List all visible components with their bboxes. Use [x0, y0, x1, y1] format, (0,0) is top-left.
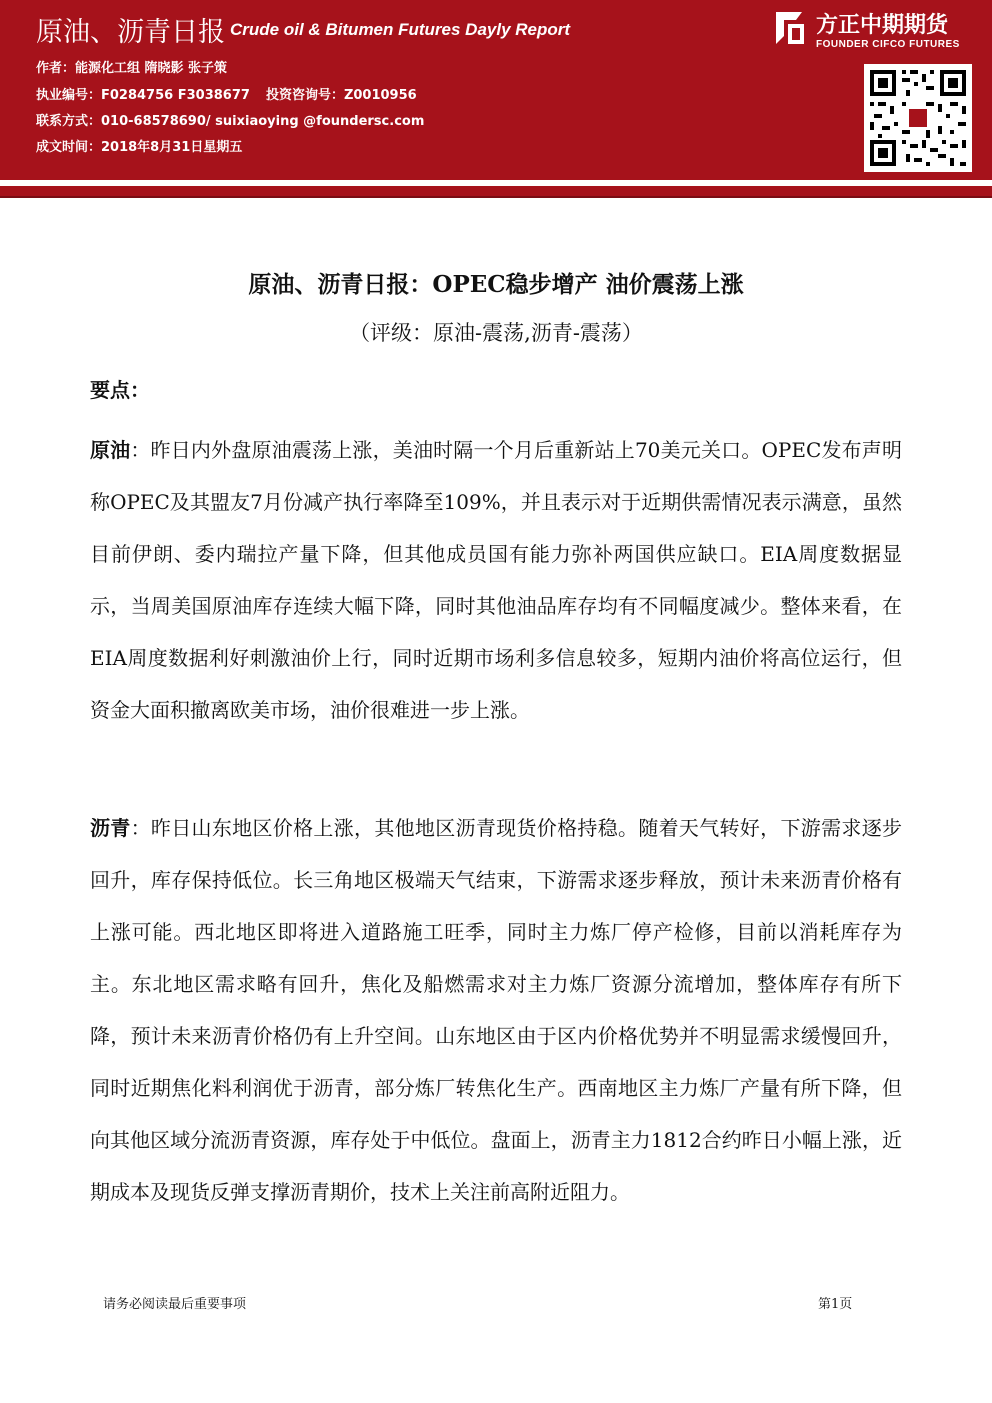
logo-text-en: FOUNDER CIFCO FUTURES	[816, 39, 960, 50]
date-line: 成文时间：2018年8月31日星期五	[36, 140, 243, 155]
contact-line: 联系方式：010-68578690/ suixiaoying @foundersc.com	[36, 114, 425, 129]
bitumen-paragraph	[90, 802, 902, 1218]
report-title-cn: 原油、沥青日报	[36, 17, 225, 48]
header-banner	[0, 0, 992, 180]
consult-number: 投资咨询号：Z0010956	[265, 88, 417, 103]
header-divider	[0, 186, 992, 196]
logo-text-cn: 方正中期期货	[816, 13, 949, 38]
crude-oil-paragraph	[90, 424, 902, 736]
crude-oil-text: ：昨日内外盘原油震荡上涨，美油时隔一个月后重新站上70美元关口。OPEC发布声明称OPEC及其盟友7月份减产执行率降至109%，并且表示对于近期供需情况表示满意，虽然目前伊朗、委内瑞拉产量下降，但其他成员国有能力弥补两国供应缺口。EIA周度数据显示，当周美国原油库存连续大幅下降，同时其他油品库存均有不同幅度减少。整体来看，在EIA周度数据利好刺激油价上行，同时近期市场利多信息较多，短期内油价将高位运行，但资金大面积撤离欧美市场，油价很难进一步上涨。	[90, 438, 902, 722]
bitumen-label: 沥青	[90, 816, 131, 840]
page-number: 第1页	[818, 1297, 853, 1312]
bitumen-text: ：昨日山东地区价格上涨，其他地区沥青现货价格持稳。随着天气转好，下游需求逐步回升，库存保持低位。长三角地区极端天气结束，下游需求逐步释放，预计未来沥青价格有上涨可能。西北地区即将进入道路施工旺季，同时主力炼厂停产检修，目前以消耗库存为主。东北地区需求略有回升，焦化及船燃需求对主力炼厂资源分流增加，整体库存有所下降，预计未来沥青价格仍有上升空间。山东地区由于区内价格优势并不明显需求缓慢回升，同时近期焦化料利润优于沥青，部分炼厂转焦化生产。西南地区主力炼厂产量有所下降，但向其他区域分流沥青资源，库存处于中低位。盘面上，沥青主力1812合约昨日小幅上涨，近期成本及现货反弹支撑沥青期价，技术上关注前高附近阻力。	[90, 816, 903, 1204]
author-line: 作者：能源化工组 隋晓影 张子策	[36, 61, 228, 76]
keypoints-heading: 要点：	[90, 378, 150, 402]
report-title-en: Crude oil & Bitumen Futures Dayly Report	[230, 20, 571, 39]
company-logo	[770, 6, 990, 54]
qr-code	[864, 64, 972, 172]
logo-mark-icon	[770, 8, 808, 48]
header-divider-thin	[0, 196, 992, 198]
rating-line: （评级：原油-震荡,沥青-震荡）	[349, 321, 643, 345]
license-number: 执业编号：F0284756 F3038677	[36, 88, 250, 103]
footer-notice: 请务必阅读最后重要事项	[103, 1297, 247, 1312]
license-line	[36, 84, 417, 103]
crude-oil-label: 原油	[90, 438, 131, 462]
document-title: 原油、沥青日报：OPEC稳步增产 油价震荡上涨	[248, 271, 744, 298]
